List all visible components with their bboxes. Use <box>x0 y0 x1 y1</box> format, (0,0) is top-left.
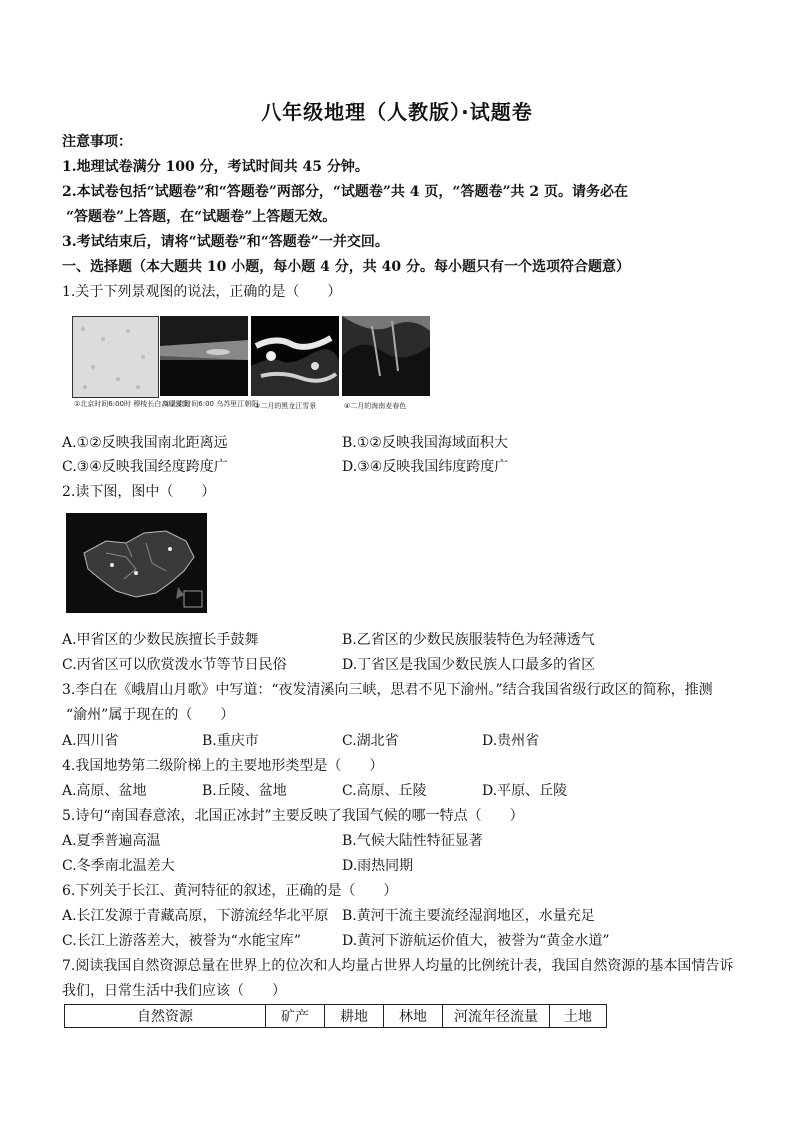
question-1-stem: 1.关于下列景观图的说法，正确的是（ ） <box>62 284 342 300</box>
photo-1 <box>72 316 159 398</box>
question-1-option-b: B.①②反映我国海域面积大 <box>342 435 508 451</box>
question-1-option-c: C.③④反映我国经度跨度广 <box>62 459 228 475</box>
table-header-cell: 河流年径流量 <box>443 1005 550 1028</box>
question-4-option-d: D.平原、丘陵 <box>482 783 568 799</box>
question-1-option-d: D.③④反映我国纬度跨度广 <box>342 459 509 475</box>
section-heading: 一、选择题（本大题共 10 小题，每小题 4 分，共 40 分。每小题只有一个选项符合题意） <box>62 259 630 275</box>
question-2-option-d: D.丁省区是我国少数民族人口最多的省区 <box>342 657 596 673</box>
question-5-stem: 5.诗句“南国春意浓，北国正冰封”主要反映了我国气候的哪一特点（ ） <box>62 808 524 824</box>
question-6-option-b: B.黄河干流主要流经湿润地区，水量充足 <box>342 908 595 924</box>
photo-2 <box>160 316 248 396</box>
question-5-option-c: C.冬季南北温差大 <box>62 858 175 874</box>
table-header-cell: 矿产 <box>266 1005 325 1028</box>
question-7-stem-line-2: 我们，日常生活中我们应该（ ） <box>62 983 286 999</box>
question-2-stem: 2.读下图，图中（ ） <box>62 484 216 500</box>
notice-item-2-line-1: 2.本试卷包括“试题卷”和“答题卷”两部分，“试题卷”共 4 页，“答题卷”共 2 页。请务必在 <box>62 184 629 200</box>
table-header-row <box>65 1005 607 1028</box>
table-header-cell: 自然资源 <box>65 1005 266 1028</box>
question-6-option-c: C.长江上游落差大，被誉为“水能宝库” <box>62 933 301 949</box>
table-header-cell: 耕地 <box>325 1005 384 1028</box>
question-5-option-a: A.夏季普遍高温 <box>62 833 161 849</box>
photo-3 <box>251 316 339 396</box>
question-3-option-d: D.贵州省 <box>482 733 540 749</box>
question-2-option-b: B.乙省区的少数民族服装特色为轻薄透气 <box>342 632 595 648</box>
photo-4 <box>342 316 430 396</box>
notice-heading: 注意事项： <box>62 134 132 150</box>
question-3-stem-line-1: 3.李白在《峨眉山月歌》中写道：“夜发清溪向三峡，思君不见下渝州。”结合我国省级行政区的简称，推测 <box>62 682 713 698</box>
resource-table <box>64 1004 607 1028</box>
question-2-option-c: C.丙省区可以欣赏泼水节等节日民俗 <box>62 657 287 673</box>
china-map-figure <box>66 513 207 613</box>
photo-2-caption: ②北京时间6:00 乌苏里江朝阳 <box>164 400 259 408</box>
question-4-option-b: B.丘陵、盆地 <box>202 783 287 799</box>
photo-3-caption: ③二月的黑龙江雪景 <box>254 402 317 410</box>
question-3-option-b: B.重庆市 <box>202 733 259 749</box>
question-4-stem: 4.我国地势第二级阶梯上的主要地形类型是（ ） <box>62 758 384 774</box>
question-5-option-b: B.气候大陆性特征显著 <box>342 833 483 849</box>
notice-item-2-line-2: “答题卷”上答题，在“试题卷”上答题无效。 <box>66 209 337 225</box>
table-header-cell: 土地 <box>550 1005 607 1028</box>
notice-item-3: 3.考试结束后，请将“试题卷”和“答题卷”一并交回。 <box>62 234 389 250</box>
photo-4-caption: ④二月的海南麦春色 <box>344 402 407 410</box>
page-title: 八年级地理（人教版）·试题卷 <box>261 100 533 124</box>
question-3-option-c: C.湖北省 <box>342 733 399 749</box>
photo-1-caption: ①北京时间6:00时 穆棱长白高原夏窦 <box>74 400 190 408</box>
question-7-stem-line-1: 7.阅读我国自然资源总量在世界上的位次和人均量占世界人均量的比例统计表，我国自然资源的基本国情告诉 <box>62 958 734 974</box>
question-1-option-a: A.①②反映我国南北距离远 <box>62 435 228 451</box>
notice-item-1: 1.地理试卷满分 100 分，考试时间共 45 分钟。 <box>62 159 369 175</box>
landscape-photos <box>72 316 430 414</box>
question-3-stem-line-2: “渝州”属于现在的（ ） <box>66 707 235 723</box>
question-2-option-a: A.甲省区的少数民族擅长手鼓舞 <box>62 632 259 648</box>
question-6-option-d: D.黄河下游航运价值大，被誉为“黄金水道” <box>342 933 610 949</box>
question-3-option-a: A.四川省 <box>62 733 119 749</box>
question-4-option-c: C.高原、丘陵 <box>342 783 427 799</box>
question-4-option-a: A.高原、盆地 <box>62 783 147 799</box>
table-header-cell: 林地 <box>384 1005 443 1028</box>
question-6-option-a: A.长江发源于青藏高原，下游流经华北平原 <box>62 908 329 924</box>
question-5-option-d: D.雨热同期 <box>342 858 414 874</box>
question-6-stem: 6.下列关于长江、黄河特征的叙述，正确的是（ ） <box>62 883 398 899</box>
